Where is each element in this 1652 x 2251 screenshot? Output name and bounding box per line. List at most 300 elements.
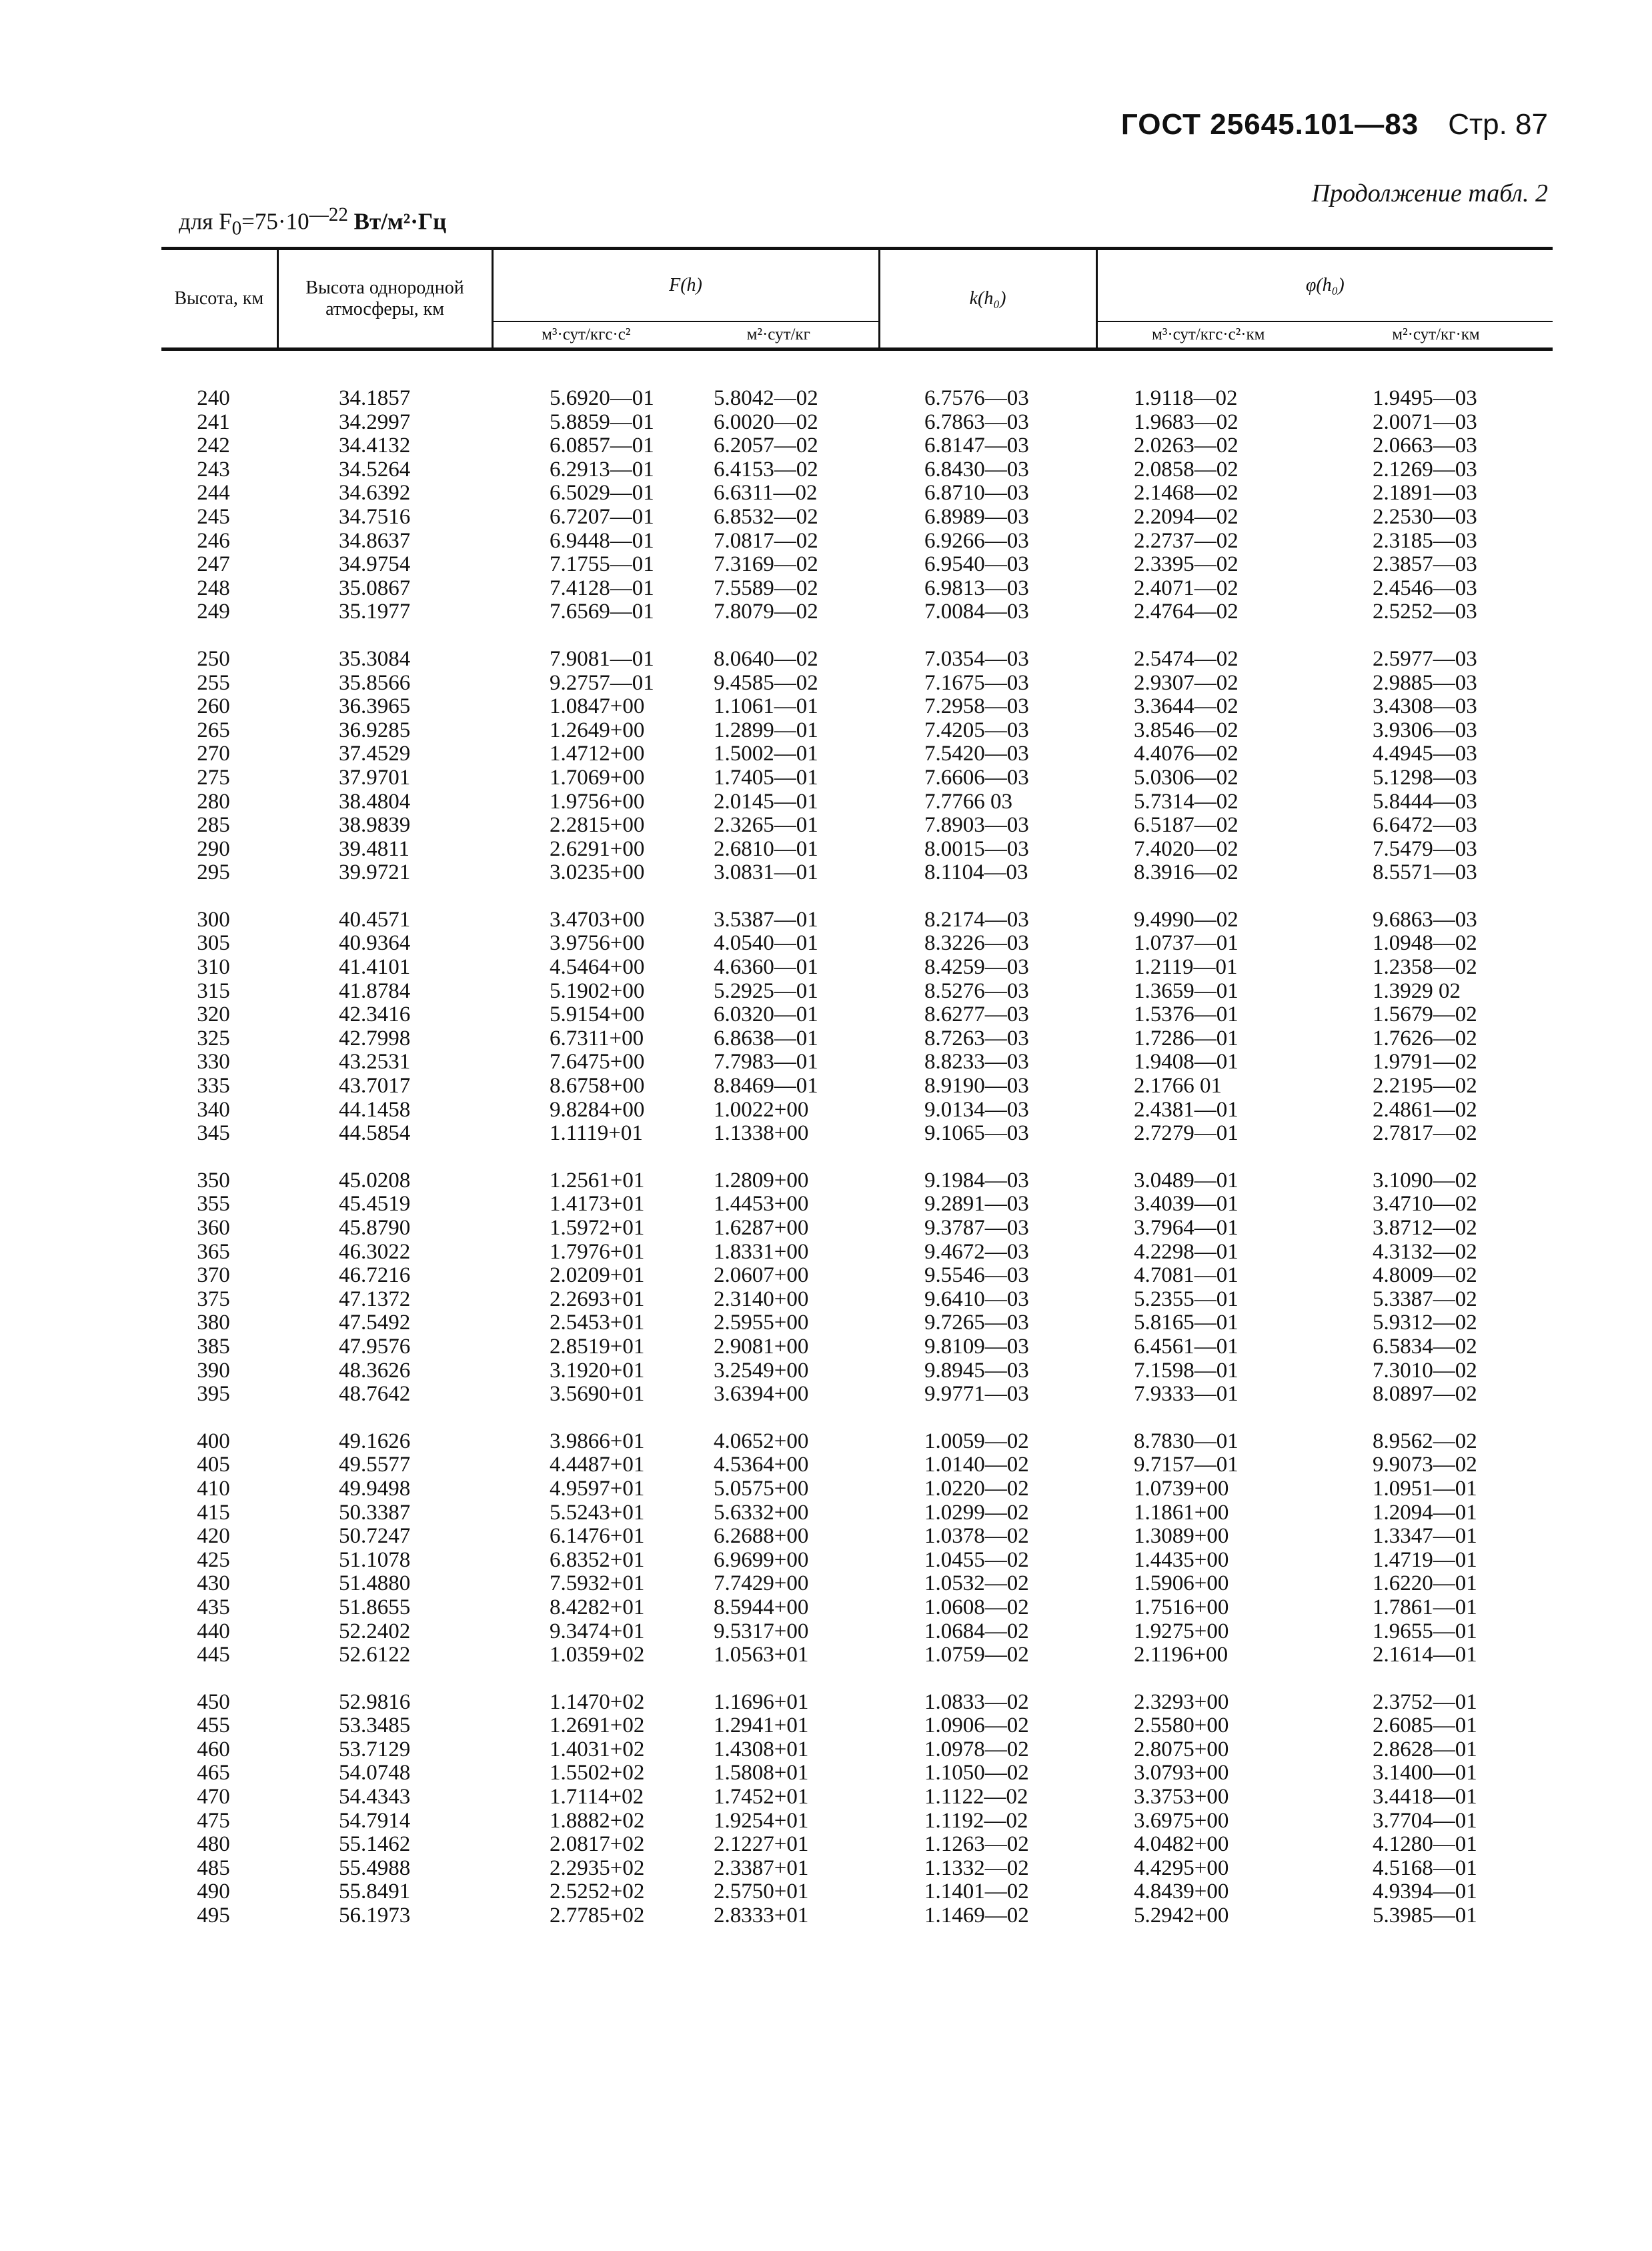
atm-height-cell: 40.9364 [339, 931, 411, 956]
atm-height-cell: 52.6122 [339, 1643, 411, 1667]
table-row [161, 932, 1553, 956]
F-m3-cell: 1.5972+01 [550, 1216, 645, 1240]
F-m2-cell: 8.0640—02 [714, 646, 818, 671]
atm-height-cell: 44.1458 [339, 1097, 411, 1122]
table-row [161, 458, 1553, 482]
height-cell: 410 [197, 1476, 230, 1501]
height-cell: 300 [197, 907, 230, 932]
F-m3-cell: 2.6291+00 [550, 836, 645, 861]
phi-m2-cell: 5.8444—03 [1373, 789, 1477, 814]
table-row [161, 1643, 1553, 1667]
table-row [161, 1453, 1553, 1477]
col-phi-unit2: м²·сут/кг·км [1319, 321, 1553, 349]
phi-m2-cell: 1.5679—02 [1373, 1002, 1477, 1027]
atm-height-cell: 36.9285 [339, 718, 411, 742]
F-m2-cell: 2.3265—01 [714, 813, 818, 838]
k-cell: 6.8710—03 [924, 481, 1029, 506]
height-cell: 350 [197, 1168, 230, 1193]
phi-m2-cell: 1.9791—02 [1373, 1050, 1477, 1074]
table-row [161, 956, 1553, 980]
table-row [161, 1525, 1553, 1549]
height-cell: 440 [197, 1619, 230, 1643]
F-m3-cell: 2.7785+02 [550, 1904, 645, 1928]
k-cell: 1.0759—02 [924, 1643, 1029, 1667]
phi-m3-cell: 3.3644—02 [1134, 694, 1238, 719]
phi-m2-cell: 8.5571—03 [1373, 860, 1477, 885]
table-row [161, 908, 1553, 932]
k-cell: 9.6410—03 [924, 1287, 1029, 1311]
k-cell: 1.1469—02 [924, 1904, 1029, 1928]
atm-height-cell: 42.3416 [339, 1002, 411, 1027]
height-cell: 430 [197, 1571, 230, 1596]
height-cell: 470 [197, 1785, 230, 1809]
height-cell: 370 [197, 1263, 230, 1288]
k-cell: 9.1984—03 [924, 1168, 1029, 1193]
k-cell: 8.5276—03 [924, 978, 1029, 1003]
F-m2-cell: 6.0320—01 [714, 1002, 818, 1027]
F-m3-cell: 3.5690+01 [550, 1382, 645, 1407]
phi-m3-cell: 4.8439+00 [1134, 1880, 1229, 1904]
F-m3-cell: 3.1920+01 [550, 1358, 645, 1383]
phi-m2-cell: 3.8712—02 [1373, 1216, 1477, 1240]
phi-m3-cell: 9.7157—01 [1134, 1453, 1238, 1477]
phi-m3-cell: 7.9333—01 [1134, 1382, 1238, 1407]
phi-m2-cell: 1.2358—02 [1373, 955, 1477, 980]
F-m2-cell: 1.4308+01 [714, 1737, 809, 1761]
F-m2-cell: 6.2688+00 [714, 1524, 809, 1549]
F-m2-cell: 6.9699+00 [714, 1547, 809, 1572]
phi-m3-cell: 3.6975+00 [1134, 1808, 1229, 1833]
F-m2-cell: 2.9081+00 [714, 1334, 809, 1359]
phi-m3-cell: 4.7081—01 [1134, 1263, 1238, 1288]
F-m3-cell: 1.2561+01 [550, 1168, 645, 1193]
F-m2-cell: 2.3140+00 [714, 1287, 809, 1311]
table-row [161, 838, 1553, 862]
atm-height-cell: 49.9498 [339, 1476, 411, 1501]
atm-height-cell: 43.7017 [339, 1074, 411, 1098]
atm-height-cell: 39.9721 [339, 860, 411, 885]
phi-m3-cell: 1.0739+00 [1134, 1476, 1229, 1501]
F-m3-cell: 4.5464+00 [550, 955, 645, 980]
phi-m3-cell: 1.5376—01 [1134, 1002, 1238, 1027]
atm-height-cell: 55.1462 [339, 1832, 411, 1857]
F-m3-cell: 5.1902+00 [550, 978, 645, 1003]
phi-m3-cell: 2.5474—02 [1134, 646, 1238, 671]
atm-height-cell: 40.4571 [339, 907, 411, 932]
k-cell: 1.0220—02 [924, 1476, 1029, 1501]
atm-height-cell: 34.1857 [339, 386, 411, 410]
table-row [161, 1714, 1553, 1738]
phi-m3-cell: 1.9408—01 [1134, 1050, 1238, 1074]
phi-m2-cell: 5.3387—02 [1373, 1287, 1477, 1311]
k-cell: 7.7766 03 [924, 789, 1013, 814]
k-cell: 8.1104—03 [924, 860, 1028, 885]
height-cell: 243 [197, 457, 230, 482]
F-m2-cell: 1.6287+00 [714, 1216, 809, 1240]
k-cell: 6.9540—03 [924, 552, 1029, 577]
atm-height-cell: 54.4343 [339, 1785, 411, 1809]
F-m3-cell: 2.2935+02 [550, 1855, 645, 1880]
phi-m3-cell: 8.3916—02 [1134, 860, 1238, 885]
F-m2-cell: 1.5002—01 [714, 742, 818, 766]
k-cell: 6.8147—03 [924, 434, 1029, 458]
phi-m2-cell: 4.3132—02 [1373, 1239, 1477, 1264]
table-row [161, 600, 1553, 624]
F-m2-cell: 5.0575+00 [714, 1476, 809, 1501]
phi-m3-cell: 1.1861+00 [1134, 1500, 1229, 1525]
height-cell: 248 [197, 576, 230, 600]
F-m3-cell: 2.0817+02 [550, 1832, 645, 1857]
phi-m3-cell: 4.2298—01 [1134, 1239, 1238, 1264]
table-row [161, 530, 1553, 554]
height-cell: 244 [197, 481, 230, 506]
table-continuation-caption: Продолжение табл. 2 [1311, 179, 1548, 207]
k-cell: 7.6606—03 [924, 765, 1029, 790]
table-row [161, 672, 1553, 696]
height-cell: 465 [197, 1761, 230, 1785]
phi-m3-cell: 1.5906+00 [1134, 1571, 1229, 1596]
atm-height-cell: 38.9839 [339, 813, 411, 838]
height-cell: 320 [197, 1002, 230, 1027]
F-m2-cell: 1.5808+01 [714, 1761, 809, 1785]
phi-m2-cell: 9.9073—02 [1373, 1453, 1477, 1477]
atm-height-cell: 38.4804 [339, 789, 411, 814]
atm-height-cell: 53.7129 [339, 1737, 411, 1761]
F-m3-cell: 2.8519+01 [550, 1334, 645, 1359]
k-cell: 1.1050—02 [924, 1761, 1029, 1785]
F-m2-cell: 2.0607+00 [714, 1263, 809, 1288]
phi-m3-cell: 1.2119—01 [1134, 955, 1238, 980]
phi-m3-cell: 5.0306—02 [1134, 765, 1238, 790]
condition-prefix: для F [179, 208, 232, 235]
atm-height-cell: 47.1372 [339, 1287, 411, 1311]
F-m3-cell: 9.8284+00 [550, 1097, 645, 1122]
phi-m2-cell: 7.5479—03 [1373, 836, 1477, 861]
height-cell: 490 [197, 1880, 230, 1904]
table-row [161, 553, 1553, 577]
atm-height-cell: 48.7642 [339, 1382, 411, 1407]
phi-m2-cell: 1.9495—03 [1373, 386, 1477, 410]
table-row [161, 1050, 1553, 1074]
F-m2-cell: 1.1696+01 [714, 1689, 809, 1714]
table-row [161, 1359, 1553, 1383]
phi-m2-cell: 3.4308—03 [1373, 694, 1477, 719]
table-row [161, 1098, 1553, 1122]
F-m3-cell: 6.9448—01 [550, 528, 654, 553]
table-row [161, 1003, 1553, 1027]
condition-unit: Вт/м²·Гц [353, 208, 447, 235]
height-cell: 415 [197, 1500, 230, 1525]
k-cell: 1.0608—02 [924, 1595, 1029, 1619]
table-row [161, 1217, 1553, 1241]
F-m3-cell: 4.9597+01 [550, 1476, 645, 1501]
F-m3-cell: 1.5502+02 [550, 1761, 645, 1785]
F-m3-cell: 3.0235+00 [550, 860, 645, 885]
group-spacer [161, 1407, 1553, 1430]
atm-height-cell: 46.3022 [339, 1239, 411, 1264]
table-row [161, 434, 1553, 458]
standard-number: ГОСТ 25645.101—83 [1120, 108, 1419, 141]
atm-height-cell: 37.4529 [339, 742, 411, 766]
atm-height-cell: 41.8784 [339, 978, 411, 1003]
height-cell: 455 [197, 1713, 230, 1738]
F-m2-cell: 1.0022+00 [714, 1097, 809, 1122]
table-row [161, 1335, 1553, 1359]
height-cell: 285 [197, 813, 230, 838]
k-cell: 9.4672—03 [924, 1239, 1029, 1264]
table-row [161, 1857, 1553, 1881]
height-cell: 265 [197, 718, 230, 742]
k-cell: 6.9813—03 [924, 576, 1029, 600]
atm-height-cell: 34.2997 [339, 410, 411, 434]
F-m3-cell: 2.5453+01 [550, 1311, 645, 1335]
phi-m2-cell: 2.2195—02 [1373, 1074, 1477, 1098]
F-m3-cell: 5.6920—01 [550, 386, 654, 410]
phi-m2-cell: 2.5977—03 [1373, 646, 1477, 671]
F-m3-cell: 1.7114+02 [550, 1785, 644, 1809]
table-row [161, 387, 1553, 411]
F-m3-cell: 5.9154+00 [550, 1002, 645, 1027]
atm-height-cell: 45.4519 [339, 1192, 411, 1217]
atm-height-cell: 44.5854 [339, 1121, 411, 1146]
height-cell: 450 [197, 1689, 230, 1714]
phi-m2-cell: 2.0663—03 [1373, 434, 1477, 458]
k-cell: 1.1401—02 [924, 1880, 1029, 1904]
k-cell: 7.1675—03 [924, 670, 1029, 695]
phi-m2-cell: 3.4418—01 [1373, 1785, 1477, 1809]
table-row [161, 742, 1553, 766]
atm-height-cell: 34.5264 [339, 457, 411, 482]
atm-height-cell: 52.2402 [339, 1619, 411, 1643]
k-cell: 1.0684—02 [924, 1619, 1029, 1643]
phi-m2-cell: 2.3857—03 [1373, 552, 1477, 577]
phi-m3-cell: 2.7279—01 [1134, 1121, 1238, 1146]
F-m2-cell: 8.5944+00 [714, 1595, 809, 1619]
F-m2-cell: 2.3387+01 [714, 1855, 809, 1880]
height-cell: 305 [197, 931, 230, 956]
height-cell: 445 [197, 1643, 230, 1667]
table-row [161, 766, 1553, 790]
phi-m2-cell: 1.7626—02 [1373, 1026, 1477, 1050]
phi-m3-cell: 7.1598—01 [1134, 1358, 1238, 1383]
table-row [161, 1288, 1553, 1312]
atm-height-cell: 47.5492 [339, 1311, 411, 1335]
F-m2-cell: 5.6332+00 [714, 1500, 809, 1525]
col-height: Высота, км [161, 249, 277, 349]
F-m3-cell: 6.5029—01 [550, 481, 654, 506]
atm-height-cell: 43.2531 [339, 1050, 411, 1074]
height-cell: 460 [197, 1737, 230, 1761]
k-cell: 6.8430—03 [924, 457, 1029, 482]
phi-m3-cell: 1.9118—02 [1134, 386, 1238, 410]
F-m2-cell: 1.7405—01 [714, 765, 818, 790]
k-cell: 1.0378—02 [924, 1524, 1029, 1549]
atm-height-cell: 51.1078 [339, 1547, 411, 1572]
F-m3-cell: 7.6475+00 [550, 1050, 645, 1074]
F-m3-cell: 1.1470+02 [550, 1689, 645, 1714]
group-spacer [161, 1146, 1553, 1169]
phi-m3-cell: 1.3089+00 [1134, 1524, 1229, 1549]
atm-height-cell: 49.5577 [339, 1453, 411, 1477]
atm-height-cell: 45.0208 [339, 1168, 411, 1193]
F-m2-cell: 2.6810—01 [714, 836, 818, 861]
F-m3-cell: 1.9756+00 [550, 789, 645, 814]
F-m2-cell: 2.5955+00 [714, 1311, 809, 1335]
F-m3-cell: 3.9866+01 [550, 1429, 645, 1453]
phi-m2-cell: 2.0071—03 [1373, 410, 1477, 434]
F-m2-cell: 7.7983—01 [714, 1050, 818, 1074]
phi-m2-cell: 3.1400—01 [1373, 1761, 1477, 1785]
table-row [161, 980, 1553, 1004]
k-cell: 8.4259—03 [924, 955, 1029, 980]
table-row [161, 1785, 1553, 1809]
table-row [161, 1477, 1553, 1501]
phi-m3-cell: 7.4020—02 [1134, 836, 1238, 861]
k-cell: 9.9771—03 [924, 1382, 1029, 1407]
table-row [161, 1596, 1553, 1620]
height-cell: 330 [197, 1050, 230, 1074]
height-cell: 355 [197, 1192, 230, 1217]
condition-value: =75·10 [241, 208, 309, 235]
phi-m3-cell: 3.0793+00 [1134, 1761, 1229, 1785]
phi-m3-cell: 1.0737—01 [1134, 931, 1238, 956]
phi-m2-cell: 2.3185—03 [1373, 528, 1477, 553]
k-cell: 8.8233—03 [924, 1050, 1029, 1074]
table-row [161, 790, 1553, 814]
atm-height-cell: 51.8655 [339, 1595, 411, 1619]
F-m3-cell: 7.9081—01 [550, 646, 654, 671]
data-table [161, 247, 1553, 1928]
F-m2-cell: 2.8333+01 [714, 1904, 809, 1928]
F-m2-cell: 4.6360—01 [714, 955, 818, 980]
k-cell: 6.8989—03 [924, 504, 1029, 529]
k-cell: 1.0455—02 [924, 1547, 1029, 1572]
col-phi: φ(h₀) [1096, 249, 1553, 322]
k-cell: 7.8903—03 [924, 813, 1029, 838]
phi-m3-cell: 8.7830—01 [1134, 1429, 1238, 1453]
phi-m3-cell: 5.2942+00 [1134, 1904, 1229, 1928]
phi-m2-cell: 5.1298—03 [1373, 765, 1477, 790]
atm-height-cell: 35.8566 [339, 670, 411, 695]
atm-height-cell: 34.4132 [339, 434, 411, 458]
phi-m2-cell: 4.5168—01 [1373, 1855, 1477, 1880]
F-m2-cell: 5.8042—02 [714, 386, 818, 410]
table-row [161, 1264, 1553, 1288]
height-cell: 310 [197, 955, 230, 980]
k-cell: 9.5546—03 [924, 1263, 1029, 1288]
height-cell: 280 [197, 789, 230, 814]
F-m2-cell: 1.1338+00 [714, 1121, 809, 1146]
phi-m2-cell: 4.4945—03 [1373, 742, 1477, 766]
height-cell: 435 [197, 1595, 230, 1619]
height-cell: 315 [197, 978, 230, 1003]
F-m2-cell: 3.0831—01 [714, 860, 818, 885]
atm-height-cell: 51.4880 [339, 1571, 411, 1596]
atm-height-cell: 46.7216 [339, 1263, 411, 1288]
k-cell: 1.0059—02 [924, 1429, 1029, 1453]
table-row [161, 1501, 1553, 1525]
phi-m3-cell: 1.7516+00 [1134, 1595, 1229, 1619]
table-row [161, 1809, 1553, 1833]
height-cell: 250 [197, 646, 230, 671]
table-row [161, 814, 1553, 838]
page-header [1121, 108, 1548, 141]
F-m3-cell: 8.4282+01 [550, 1595, 645, 1619]
height-cell: 245 [197, 504, 230, 529]
table-row [161, 719, 1553, 743]
F-m3-cell: 3.9756+00 [550, 931, 645, 956]
F-m2-cell: 9.5317+00 [714, 1619, 809, 1643]
phi-m3-cell: 9.4990—02 [1134, 907, 1238, 932]
phi-m2-cell: 1.0951—01 [1373, 1476, 1477, 1501]
table-row [161, 1549, 1553, 1573]
F-m2-cell: 1.8331+00 [714, 1239, 809, 1264]
phi-m2-cell: 2.6085—01 [1373, 1713, 1477, 1738]
col-phi-unit1: м³·сут/кгс·с²·км [1096, 321, 1319, 349]
atm-height-cell: 39.4811 [339, 836, 410, 861]
phi-m2-cell: 2.1891—03 [1373, 481, 1477, 506]
col-F: F(h) [492, 249, 879, 322]
height-cell: 400 [197, 1429, 230, 1453]
F-m3-cell: 6.1476+01 [550, 1524, 645, 1549]
phi-m2-cell: 2.3752—01 [1373, 1689, 1477, 1714]
phi-m3-cell: 1.4435+00 [1134, 1547, 1229, 1572]
F-m2-cell: 8.8469—01 [714, 1074, 818, 1098]
k-cell: 7.0084—03 [924, 600, 1029, 624]
F-m2-cell: 7.7429+00 [714, 1571, 809, 1596]
height-cell: 380 [197, 1311, 230, 1335]
atm-height-cell: 36.3965 [339, 694, 411, 719]
height-cell: 485 [197, 1855, 230, 1880]
phi-m3-cell: 1.9683—02 [1134, 410, 1238, 434]
height-cell: 249 [197, 600, 230, 624]
k-cell: 7.2958—03 [924, 694, 1029, 719]
phi-m2-cell: 2.2530—03 [1373, 504, 1477, 529]
condition-sub: 0 [231, 217, 242, 239]
F-m2-cell: 3.6394+00 [714, 1382, 809, 1407]
atm-height-cell: 55.8491 [339, 1880, 411, 1904]
k-cell: 9.1065—03 [924, 1121, 1029, 1146]
k-cell: 1.1263—02 [924, 1832, 1029, 1857]
phi-m3-cell: 2.0858—02 [1134, 457, 1238, 482]
F-m2-cell: 7.3169—02 [714, 552, 818, 577]
phi-m3-cell: 2.4764—02 [1134, 600, 1238, 624]
k-cell: 8.0015—03 [924, 836, 1029, 861]
phi-m2-cell: 2.1614—01 [1373, 1643, 1477, 1667]
F-m2-cell: 6.6311—02 [714, 481, 818, 506]
k-cell: 1.0906—02 [924, 1713, 1029, 1738]
phi-m3-cell: 2.5580+00 [1134, 1713, 1229, 1738]
height-cell: 246 [197, 528, 230, 553]
phi-m3-cell: 3.3753+00 [1134, 1785, 1229, 1809]
phi-m3-cell: 2.2737—02 [1134, 528, 1238, 553]
F-m3-cell: 7.5932+01 [550, 1571, 645, 1596]
k-cell: 8.2174—03 [924, 907, 1029, 932]
k-cell: 1.1122—02 [924, 1785, 1028, 1809]
k-cell: 9.2891—03 [924, 1192, 1029, 1217]
group-spacer [161, 624, 1553, 648]
F-m2-cell: 2.5750+01 [714, 1880, 809, 1904]
phi-m3-cell: 2.1196+00 [1134, 1643, 1228, 1667]
table-row [161, 1880, 1553, 1904]
F-m3-cell: 9.3474+01 [550, 1619, 645, 1643]
F-m3-cell: 2.0209+01 [550, 1263, 645, 1288]
table-row [161, 1833, 1553, 1857]
F-m3-cell: 6.7311+00 [550, 1026, 644, 1050]
F-m2-cell: 6.4153—02 [714, 457, 818, 482]
table-row [161, 506, 1553, 530]
phi-m3-cell: 6.4561—01 [1134, 1334, 1238, 1359]
